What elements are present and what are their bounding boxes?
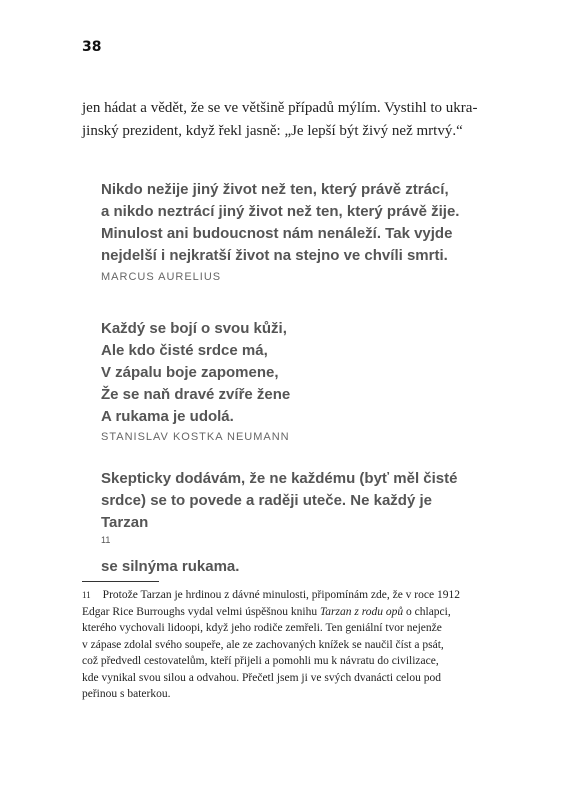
footnote-line: kterého vychovali lidoopi, když jeho rodiče zemřeli. Ten geniální tvor nejenže: [82, 622, 442, 634]
quote-aurelius: [101, 179, 481, 267]
commentary-text: se silnýma rukama.: [101, 558, 240, 575]
commentary-line: srdce) se to povede a raději uteče. Ne každý je: [101, 492, 432, 509]
footnote-line: kde vynikal svou silou a odvahou. Přečetl jsem ji ve svých dvanácti celou pod: [82, 671, 441, 684]
quote-line: nejdelší i nejkratší život na stejno ve chvíli smrti.: [101, 247, 448, 264]
quote-line: Každý se bojí o svou kůži,: [101, 320, 287, 337]
quote-line: Nikdo nežije jiný život než ten, který právě ztrácí,: [101, 181, 449, 198]
footnote-reference[interactable]: 11: [101, 535, 111, 545]
footnote-number: 11: [82, 590, 91, 600]
footnote: [82, 587, 484, 703]
footnote-line: [82, 587, 484, 604]
page-number: 38: [82, 39, 102, 55]
body-line: jinský prezident, když řekl jasně: „Je lepší být živý než mrtvý.“: [82, 123, 463, 139]
quote-author-aurelius: MARCUS AURELIUS: [101, 271, 222, 283]
footnote-text: Protože Tarzan je hrdinou z dávné minulosti, připomínám zde, že v roce 1912: [102, 589, 460, 601]
quote-line: a nikdo neztrácí jiný život než ten, který právě žije.: [101, 203, 460, 220]
quote-author-neumann: STANISLAV KOSTKA NEUMANN: [101, 431, 290, 443]
book-title: Tarzan z rodu opů: [319, 605, 404, 618]
author-commentary: [101, 468, 481, 578]
quote-line: Ale kdo čisté srdce má,: [101, 342, 268, 359]
quote-line: Že se naň dravé zvíře žene: [101, 386, 291, 403]
commentary-text: Tarzan: [101, 514, 149, 531]
quote-line: A rukama je udolá.: [101, 408, 234, 425]
footnote-line: [82, 604, 484, 621]
footnote-line: peřinou s baterkou.: [82, 688, 171, 700]
commentary-line: [101, 512, 481, 578]
body-paragraph: [82, 97, 482, 143]
footnote-text: Edgar Rice Burroughs vydal velmi úspěšnou knihu: [82, 605, 320, 618]
quote-line: V zápalu boje zapomene,: [101, 364, 279, 381]
footnote-text: o chlapci,: [403, 605, 451, 618]
footnote-line: což předvedl cestovatelům, kteří přijeli a pomohli mu k návratu do civilizace,: [82, 655, 439, 667]
body-line: jen hádat a vědět, že se ve většině případů mýlím. Vystihl to ukra-: [82, 100, 478, 116]
quote-neumann: [101, 318, 481, 428]
quote-line: Minulost ani budoucnost nám nenáleží. Tak vyjde: [101, 225, 453, 242]
footnote-divider: [82, 581, 159, 582]
commentary-line: Skepticky dodávám, že ne každému (byť měl čisté: [101, 470, 458, 487]
footnote-line: v zápase zdolal svého soupeře, ale ze zachovaných knížek se naučil číst a psát,: [82, 638, 444, 651]
